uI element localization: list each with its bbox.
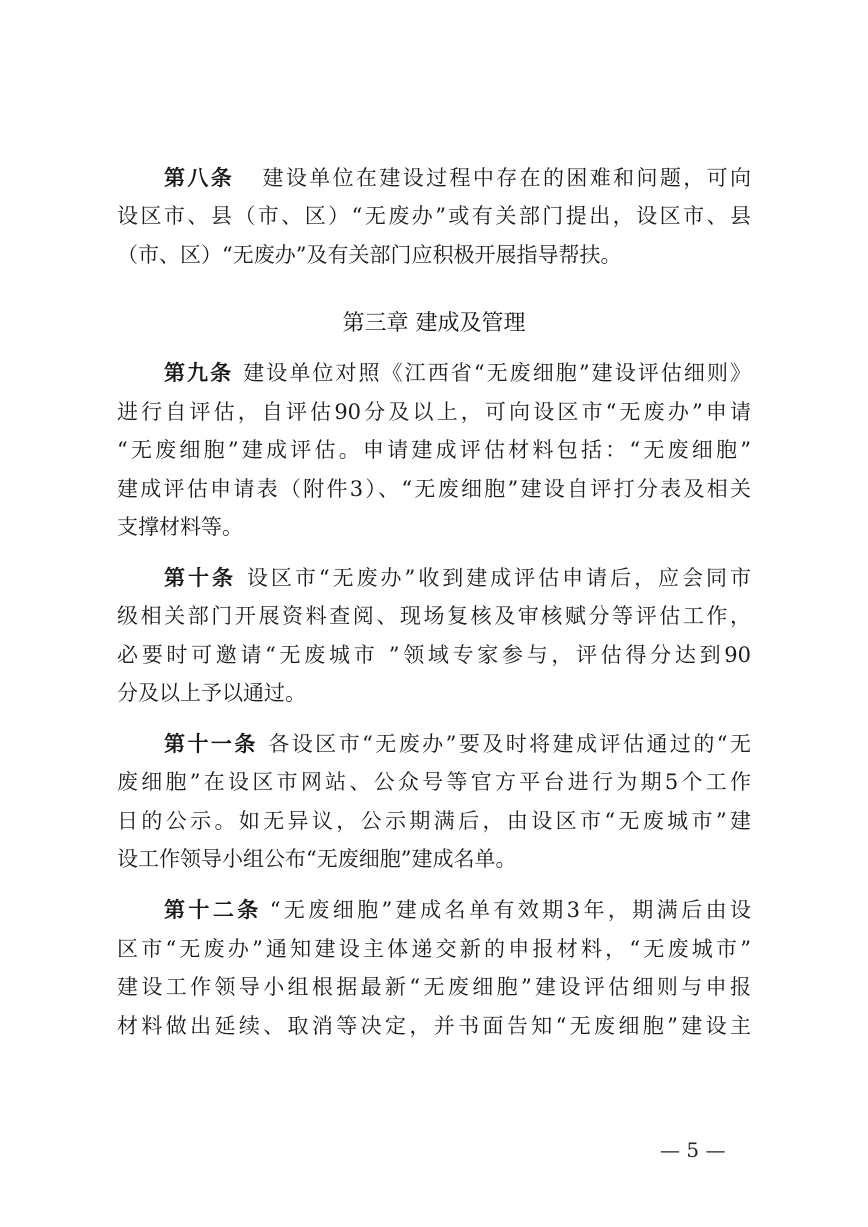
- article-line: 设工作领导小组公布“无废细胞”建成名单。: [117, 847, 517, 871]
- article-line: 材料做出延续、取消等决定，并书面告知“无废细胞”建设主: [117, 1014, 751, 1038]
- article-line: 日的公示。如无异议，公示期满后，由设区市“无废城市”建: [117, 809, 751, 833]
- article-line: 第九条 建设单位对照《江西省“无废细胞”建设评估细则》: [164, 361, 751, 385]
- chapter-title: 第三章 建成及管理: [342, 311, 526, 336]
- article-line: 废细胞”在设区市网站、公众号等官方平台进行为期5个工作: [117, 770, 751, 794]
- article-line: 建设工作领导小组根据最新“无废细胞”建设评估细则与申报: [117, 975, 751, 999]
- article-heading: 第十二条: [164, 898, 262, 922]
- article-line: 设区市、县（市、区）“无废办”或有关部门提出，设区市、县: [117, 204, 751, 228]
- article-heading: 第十条: [164, 566, 236, 590]
- page-number: — 5 —: [660, 1138, 726, 1162]
- article-line: 第八条 建设单位在建设过程中存在的困难和问题，可向: [164, 166, 751, 190]
- article-line: “无废细胞”建成评估。申请建成评估材料包括：“无废细胞”: [117, 438, 751, 462]
- article-line: 区市“无废办”通知建设主体递交新的申报材料，“无废城市”: [117, 937, 751, 961]
- article-line: 进行自评估，自评估90分及以上，可向设区市“无废办”申请: [117, 400, 751, 424]
- article-heading: 第九条: [164, 361, 234, 385]
- article-line: 级相关部门开展资料查阅、现场复核及审核赋分等评估工作，: [117, 604, 751, 628]
- article-heading: 第十一条: [164, 732, 258, 756]
- article-line: 第十一条 各设区市“无废办”要及时将建成评估通过的“无: [164, 732, 751, 756]
- article-line: （市、区）“无废办”及有关部门应积极开展指导帮扶。: [117, 243, 622, 267]
- article-line: 支撑材料等。: [117, 515, 243, 539]
- article-line: 建成评估申请表（附件3）、“无废细胞”建设自评打分表及相关: [117, 477, 751, 501]
- article-line: 第十条 设区市“无废办”收到建成评估申请后，应会同市: [164, 566, 751, 590]
- article-line: 第十二条 “无废细胞”建成名单有效期3年，期满后由设: [164, 898, 751, 922]
- article-heading: 第八条: [164, 166, 235, 190]
- article-line: 必要时可邀请“无废城市 ”领域专家参与，评估得分达到90: [117, 643, 751, 667]
- article-line: 分及以上予以通过。: [117, 681, 306, 705]
